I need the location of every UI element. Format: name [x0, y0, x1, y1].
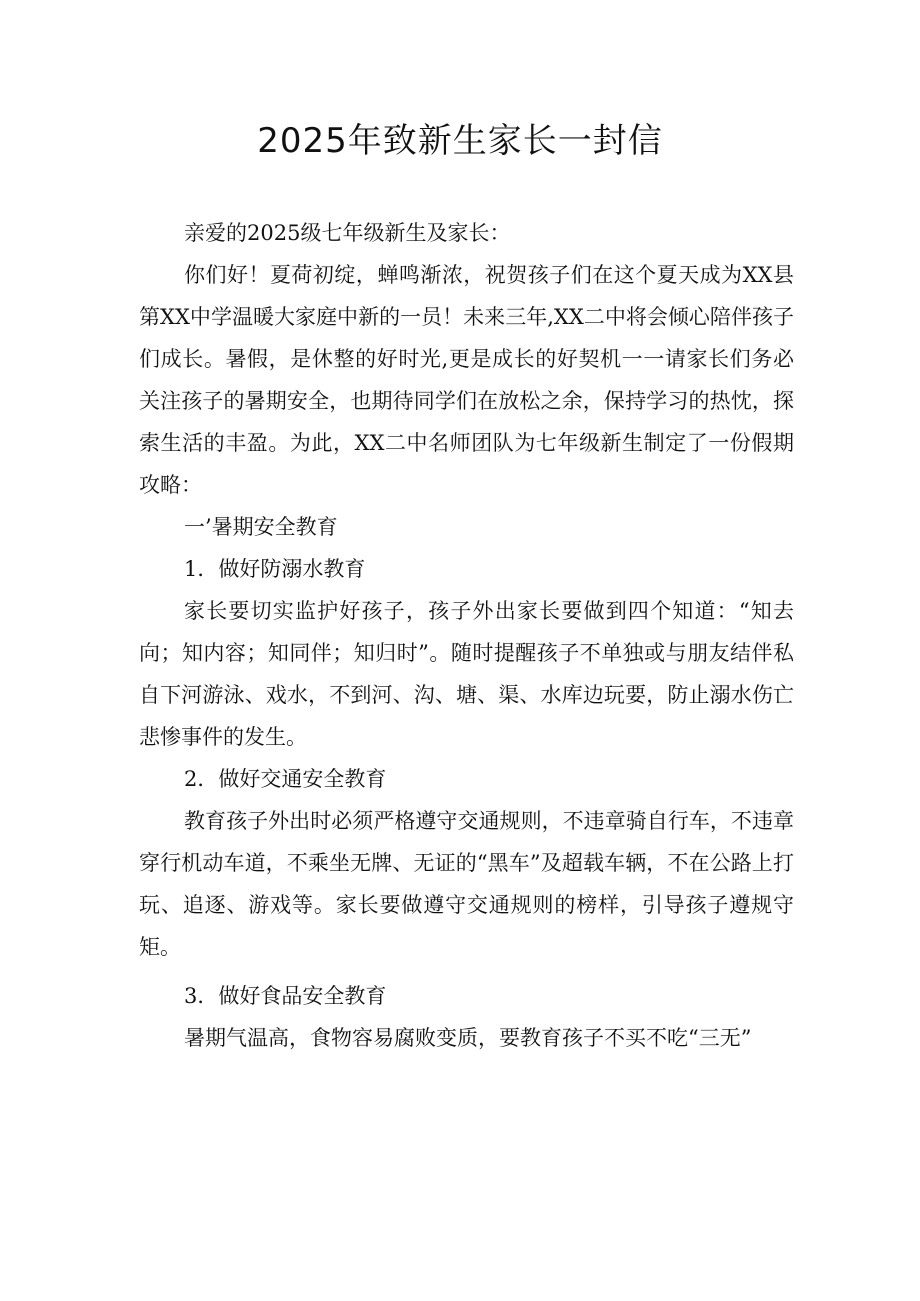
subheading-food: 3．做好食品安全教育	[184, 984, 387, 1008]
paragraph-traffic: 教育孩子外出时必须严格遵守交通规则，不违章骑自行车，不违章穿行机动车道，不乘坐无牌、无证的“黑车”及超载车辆，不在公路上打玩、追逐、游戏等。家长要做遵守交通规则的榜样，引导孩子遵规守矩。	[139, 809, 794, 959]
intro-paragraph: 你们好！夏荷初绽，蝉鸣渐浓，祝贺孩子们在这个夏天成为XX县第XX中学温暖大家庭中新的一员！未来三年,XX二中将会倾心陪伴孩子们成长。暑假，是休整的好时光,更是成长的好契机一一请家长们务必关注孩子的暑期安全，也期待同学们在放松之余，保持学习的热忱，探索生活的丰盈。为此，XX二中名师团队为七年级新生制定了一份假期攻略：	[139, 263, 794, 497]
section-heading-safety: 一’暑期安全教育	[184, 515, 338, 539]
subheading-traffic: 2．做好交通安全教育	[184, 767, 387, 791]
paragraph-food: 暑期气温高，食物容易腐败变质，要教育孩子不买不吃“三无”	[184, 1026, 752, 1050]
letter-title: 2025年致新生家长一封信	[257, 121, 663, 161]
subheading-drowning: 1．做好防溺水教育	[184, 557, 366, 581]
letter-body	[139, 212, 794, 1059]
paragraph-drowning: 家长要切实监护好孩子，孩子外出家长要做到四个知道：“知去向；知内容；知同伴；知归时”。随时提醒孩子不单独或与朋友结伴私自下河游泳、戏水，不到河、沟、塘、渠、水库边玩要，防止溺水伤亡悲惨事件的发生。	[139, 599, 794, 749]
salutation: 亲爱的2025级七年级新生及家长：	[184, 221, 511, 245]
